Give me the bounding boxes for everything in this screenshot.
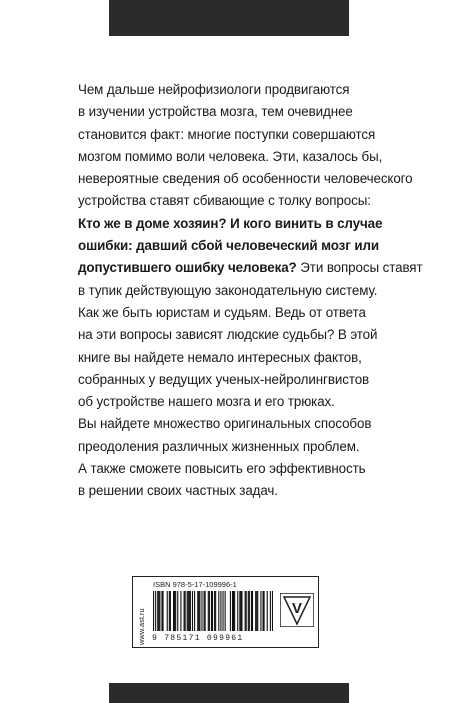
blurb-line xyxy=(78,347,408,369)
barcode-bar xyxy=(215,591,216,631)
blurb-line xyxy=(78,391,408,413)
barcode-bar xyxy=(188,591,189,631)
blurb-line-text: в решении своих частных задач. xyxy=(78,483,278,499)
barcode-bar xyxy=(190,591,191,631)
blurb-line xyxy=(78,324,408,346)
barcode-bar xyxy=(175,591,176,631)
barcode-bar xyxy=(174,591,175,631)
blurb-line-text: невероятные сведения об особенности человеческого xyxy=(78,171,413,187)
barcode-bars xyxy=(153,591,273,631)
blurb-line xyxy=(78,124,408,146)
barcode-bar xyxy=(167,591,168,631)
blurb-line-text: мозгом помимо воли человека. Эти, казалось бы, xyxy=(78,148,383,164)
barcode-bar xyxy=(199,591,200,631)
blurb-line xyxy=(78,458,408,480)
blurb-line-text: на эти вопросы зависят людские судьбы? В этой xyxy=(78,327,378,343)
blurb-line xyxy=(78,480,408,502)
blurb-line xyxy=(78,79,408,101)
barcode-bar xyxy=(232,591,233,631)
barcode-bar xyxy=(252,591,253,631)
blurb-line xyxy=(78,369,408,391)
barcode-bar xyxy=(272,591,273,631)
blurb-line-text: преодоления различных жизненных проблем. xyxy=(78,438,360,454)
barcode-bar xyxy=(251,591,252,631)
barcode-bar xyxy=(230,591,231,631)
bottom-dark-band xyxy=(109,683,349,703)
blurb-line-text: устройства ставят сбивающие с толку вопросы: xyxy=(78,193,371,209)
blurb-line-tail: Эти вопросы ставят xyxy=(296,260,423,276)
blurb-line-text: в тупик действующую законодательную систему. xyxy=(78,282,378,298)
barcode-bar xyxy=(194,591,195,631)
blurb-line-text: в изучении устройства мозга, тем очевиднее xyxy=(78,104,353,120)
barcode-bar xyxy=(169,591,170,631)
blurb-line xyxy=(78,235,408,257)
barcode-bar xyxy=(222,591,223,631)
barcode-bar xyxy=(192,591,193,631)
blurb-line-text: книге вы найдете немало интересных фактов, xyxy=(78,349,362,365)
barcode-bar xyxy=(162,591,163,631)
publisher-logo-icon xyxy=(280,593,314,627)
barcode-bar xyxy=(159,591,160,631)
barcode-bar xyxy=(264,591,265,631)
blurb-line-text: Чем дальше нейрофизиологи продвигаются xyxy=(78,82,350,97)
blurb-bold-text: допустившего ошибку человека? xyxy=(78,260,297,276)
barcode-bar xyxy=(170,591,171,631)
barcode-bar xyxy=(246,591,247,631)
isbn-label: ISBN 978-5-17-109996-1 xyxy=(153,580,237,589)
barcode-bar xyxy=(225,591,226,631)
barcode-bar xyxy=(262,591,263,631)
blurb-line-text: становится факт: многие поступки совершаются xyxy=(78,126,376,142)
barcode-bar xyxy=(212,591,213,631)
blurb-line xyxy=(78,146,408,168)
ean-number: 9 785171 099961 xyxy=(152,634,244,643)
blurb-line-text: об устройстве нашего мозга и его трюках. xyxy=(78,394,335,410)
barcode-bar xyxy=(157,591,158,631)
barcode-bar xyxy=(234,591,235,631)
barcode-bar xyxy=(184,591,185,631)
barcode-bar xyxy=(153,591,154,631)
blurb-line xyxy=(78,302,408,324)
barcode-bar xyxy=(205,591,206,631)
barcode-bar xyxy=(214,591,215,631)
barcode-bar xyxy=(211,591,212,631)
barcode-bar xyxy=(249,591,250,631)
barcode-bar xyxy=(189,591,190,631)
barcode-block xyxy=(132,576,319,648)
blurb-line xyxy=(78,213,408,235)
blurb-line-text: собранных у ведущих ученых-нейролингвистов xyxy=(78,371,370,387)
blurb-line-text: Как же быть юристам и судьям. Ведь от ответа xyxy=(78,304,366,320)
blurb-line-text: Вы найдете множество оригинальных способов xyxy=(78,416,372,432)
barcode-bar xyxy=(187,591,188,631)
barcode-bar xyxy=(257,591,258,631)
barcode-bar xyxy=(180,591,181,631)
barcode-bar xyxy=(198,591,199,631)
barcode-bar xyxy=(161,591,162,631)
blurb-bold-text: ошибки: давший сбой человеческий мозг или xyxy=(78,238,379,254)
barcode-bar xyxy=(255,591,256,631)
barcode-bar xyxy=(197,591,198,631)
barcode-bar xyxy=(173,591,174,631)
barcode-bar xyxy=(204,591,205,631)
blurb-line xyxy=(78,280,408,302)
barcode-bar xyxy=(239,591,240,631)
blurb-text xyxy=(78,79,423,503)
barcode-bar xyxy=(220,591,221,631)
barcode-bar xyxy=(158,591,159,631)
barcode-bar xyxy=(248,591,249,631)
barcode-bar xyxy=(233,591,234,631)
barcode-bar xyxy=(267,591,268,631)
barcode-bar xyxy=(177,591,178,631)
barcode-bar xyxy=(260,591,261,631)
barcode-bar xyxy=(245,591,246,631)
barcode-bar xyxy=(155,591,156,631)
blurb-line xyxy=(78,413,408,435)
blurb-line xyxy=(78,190,408,212)
barcode-bar xyxy=(240,591,241,631)
barcode-bar xyxy=(218,591,219,631)
blurb-bold-text: Кто же в доме хозяин? И кого винить в случае xyxy=(78,215,383,231)
blurb-line xyxy=(78,257,423,279)
top-dark-band xyxy=(109,0,349,36)
barcode-bar xyxy=(209,591,210,631)
blurb-line-text: А также сможете повысить его эффективность xyxy=(78,461,366,477)
barcode-bar xyxy=(256,591,257,631)
barcode-bar xyxy=(237,591,238,631)
blurb-line xyxy=(78,436,408,458)
barcode-bar xyxy=(201,591,202,631)
barcode-bar xyxy=(241,591,242,631)
barcode-bar xyxy=(270,591,271,631)
blurb-line xyxy=(78,101,408,123)
publisher-site: www.ast.ru xyxy=(137,608,146,645)
blurb-line xyxy=(78,168,413,190)
barcode-bar xyxy=(208,591,209,631)
barcode-bar xyxy=(185,591,186,631)
logo-letter: V xyxy=(291,600,303,617)
